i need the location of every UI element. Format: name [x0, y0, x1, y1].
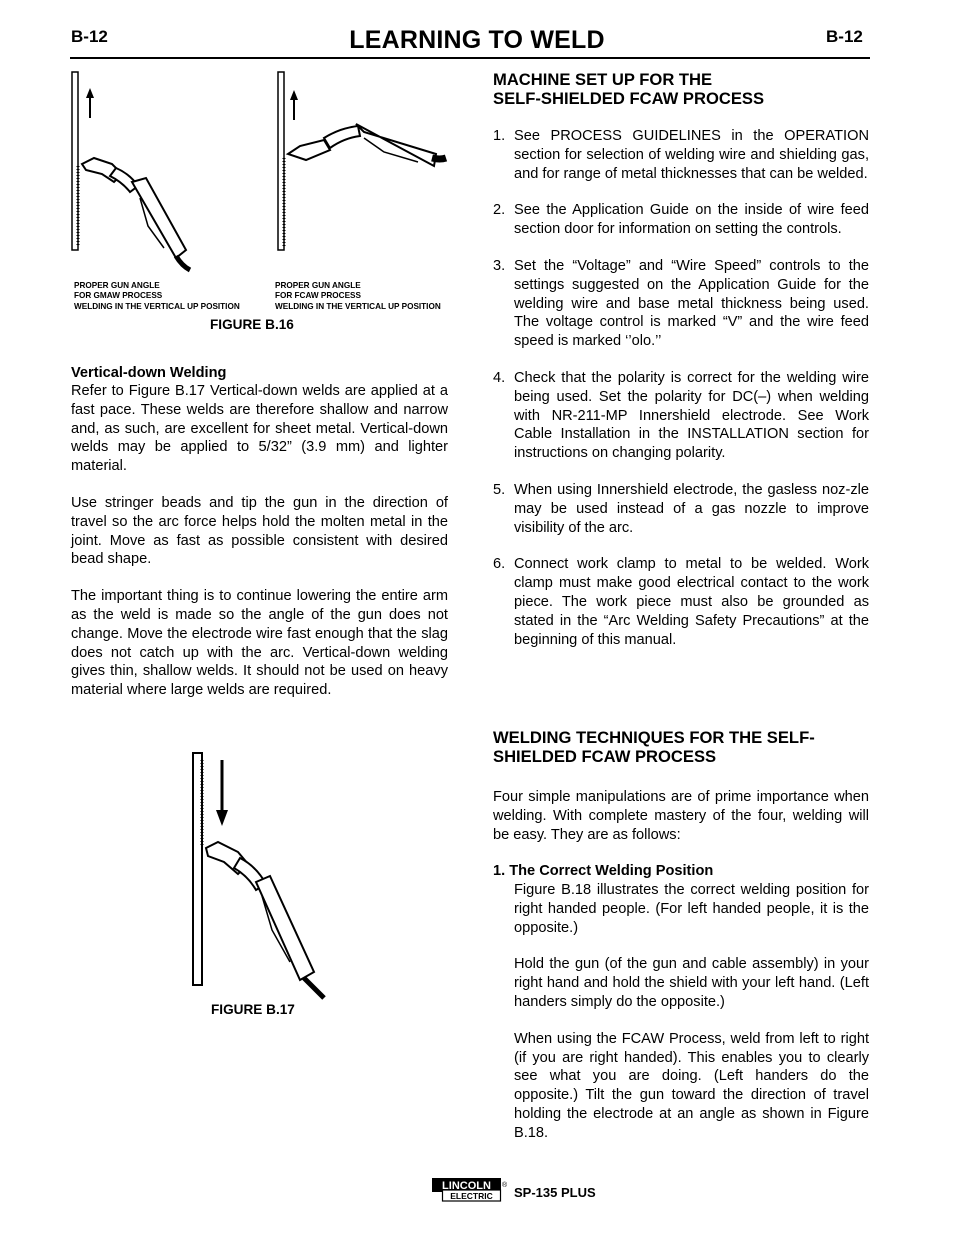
caption-line: PROPER GUN ANGLE	[74, 281, 160, 290]
vertical-down-heading: Vertical-down Welding	[71, 365, 227, 381]
step-text: See PROCESS GUIDELINES in the OPERATION section for selection of welding wire and shielding gas, and for range of metal thicknesses that can be welded.	[514, 128, 869, 182]
figure-b16-illustration	[68, 66, 468, 281]
correct-position-paragraph-1: Figure B.18 illustrates the correct welding position for right handed people. (For left handed people, it is the opposite.)	[514, 882, 869, 936]
vertical-down-section	[71, 365, 448, 700]
step-number: 3.	[493, 257, 506, 274]
logo-registered-mark: ®	[502, 1182, 508, 1189]
step-text: See the Application Guide on the inside of wire feed section door for information on setting the controls.	[514, 202, 869, 238]
caption-line: PROPER GUN ANGLE	[275, 281, 361, 290]
caption-line: FOR GMAW PROCESS	[74, 291, 163, 301]
setup-step-5	[493, 481, 869, 537]
correct-position-paragraph-3: When using the FCAW Process, weld from left to right (if you are right handed). This enables you to clearly see what you are doing. (Left handers do the opposite.) Tilt the gun toward the direction of travel holding the electrode at an angle as shown in Figure B.18.	[514, 1030, 869, 1141]
heading-line: SELF-SHIELDED FCAW PROCESS	[493, 89, 765, 108]
machine-setup-heading	[493, 70, 764, 108]
figure-b17-illustration	[190, 750, 340, 1005]
heading-line: WELDING TECHNIQUES FOR THE SELF-	[493, 728, 815, 747]
step-text: Check that the polarity is correct for the welding wire being used. Set the polarity for DC(–) when welding with NR-211-MP Innershield electrode. See Work Cable Installation in the INSTALLATION section for instructions on changing polarity.	[514, 369, 869, 462]
setup-step-6	[493, 555, 869, 649]
correct-position-heading: 1. The Correct Welding Position	[493, 863, 714, 879]
correct-position-paragraph-2: Hold the gun (of the gun and cable assembly) in your right hand and hold the shield with your left hand. (Left handers simply do the opposite.)	[514, 956, 869, 1010]
correct-position-body	[514, 881, 869, 1143]
lincoln-electric-logo	[432, 1178, 508, 1203]
step-number: 4.	[493, 369, 506, 386]
techniques-heading	[493, 728, 815, 766]
logo-text-bottom: ELECTRIC	[450, 1191, 493, 1201]
vertical-down-paragraph-3: The important thing is to continue lowering the entire arm as the weld is made so the angle of the gun does not change. Move the electrode wire fast enough that the slag does not catch up with the arc. Vertical-down welding gives thin, shallow welds. It should not be used on heavy material where large welds are required.	[71, 588, 448, 699]
setup-step-1	[493, 127, 869, 183]
logo-text-top: LINCOLN	[442, 1180, 491, 1192]
setup-step-3	[493, 257, 869, 351]
caption-line: WELDING IN THE VERTICAL UP POSITION	[74, 301, 240, 311]
product-name: SP-135 PLUS	[514, 1185, 596, 1200]
page-number-right: B-12	[826, 27, 863, 46]
step-text: When using Innershield electrode, the gasless noz-zle may be used instead of a gas nozzle to improve visibility of the arc.	[514, 481, 869, 536]
figure-b16-label: FIGURE B.16	[210, 317, 294, 332]
figure-b17-label: FIGURE B.17	[211, 1002, 295, 1017]
step-text: Connect work clamp to metal to be welded. Work clamp must make good electrical contact to the work piece. The work piece must also be grounded as stated in the “Arc Welding Safety Precautions” at the beginning of this manual.	[514, 556, 869, 648]
page-title: LEARNING TO WELD	[349, 26, 605, 54]
figure-b16-left-caption	[74, 281, 240, 312]
setup-step-4	[493, 369, 869, 463]
vertical-down-paragraph-2: Use stringer beads and tip the gun in the direction of travel so the arc force helps hold the molten metal in the joint. Move as fast as possible consistent with desired bead shape.	[71, 494, 448, 568]
step-text: Set the “Voltage” and “Wire Speed” controls to the settings suggested on the Application Guide for the welding wire and base metal thickness being used. The voltage control is marked “V” and the wire feed speed is marked ‘’olo.’’	[514, 257, 869, 350]
step-number: 5.	[493, 481, 506, 498]
step-number: 2.	[493, 202, 506, 219]
setup-step-2	[493, 201, 869, 239]
step-number: 6.	[493, 556, 506, 573]
figure-b16-right-caption	[275, 281, 441, 312]
vertical-down-paragraph-1: Refer to Figure B.17 Vertical-down welds are applied at a fast pace. These welds are therefore shallow and narrow and, as such, are excellent for sheet metal. Vertical-down welds may be applied to 5/32” (3.9 mm) and lighter material.	[71, 383, 448, 475]
caption-line: FOR FCAW PROCESS	[275, 291, 361, 301]
heading-line: SHIELDED FCAW PROCESS	[493, 747, 717, 766]
header-rule	[70, 57, 870, 59]
caption-line: WELDING IN THE VERTICAL UP POSITION	[275, 301, 441, 311]
page-number-left: B-12	[71, 27, 108, 46]
heading-line: MACHINE SET UP FOR THE	[493, 70, 713, 89]
step-number: 1.	[493, 128, 506, 144]
machine-setup-steps	[493, 127, 869, 649]
techniques-intro: Four simple manipulations are of prime importance when welding. With complete mastery of the four, welding will be easy. They are as follows:	[493, 789, 869, 843]
